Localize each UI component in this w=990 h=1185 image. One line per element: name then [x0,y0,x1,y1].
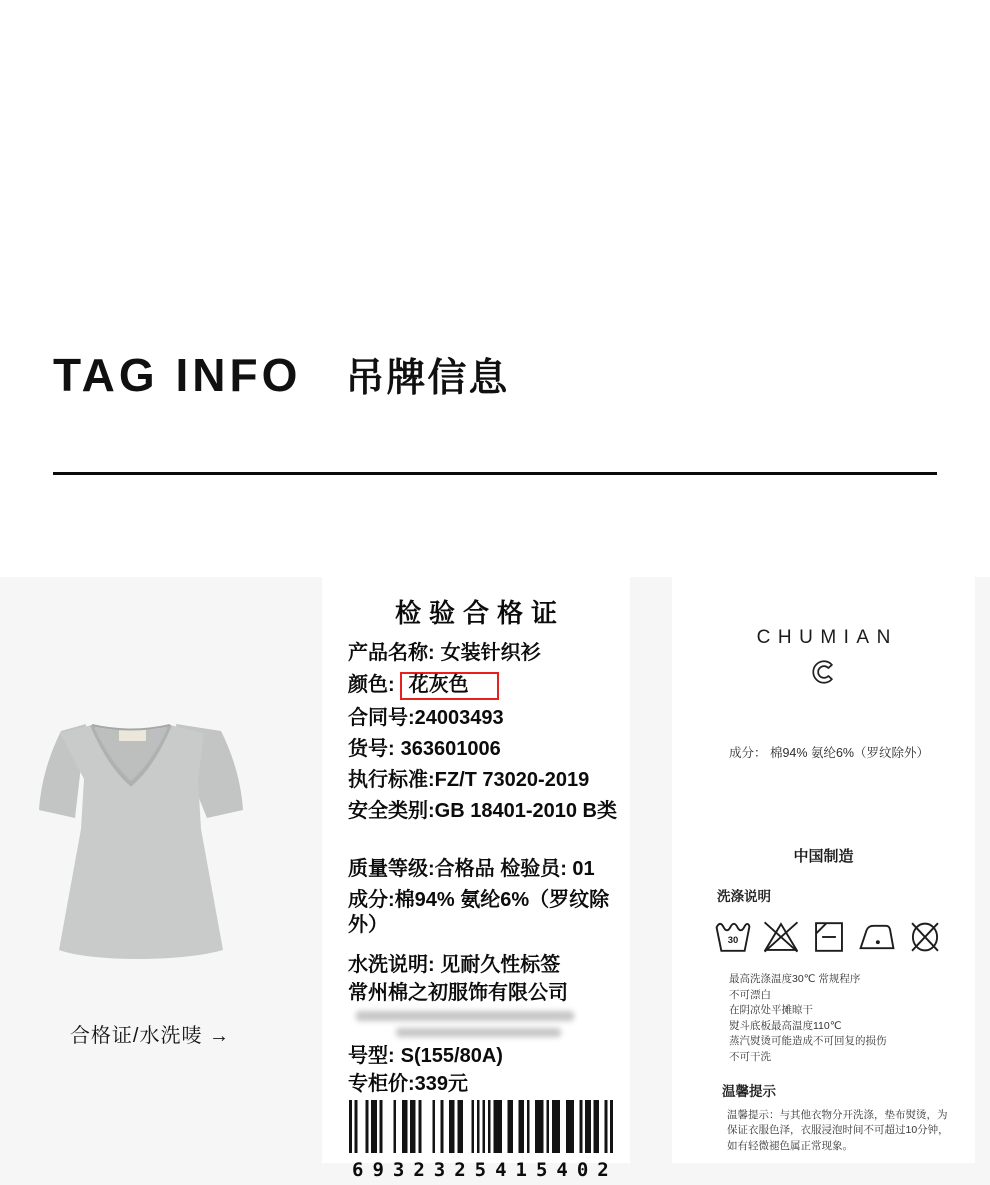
do-not-bleach-icon [762,917,800,957]
article-value: 363601006 [400,738,501,760]
section-title-en: TAG INFO [53,349,302,401]
shirt-caption: 合格证/水洗唛 → [69,1025,231,1047]
product-name-row [348,641,630,666]
wash-line: 蒸汽熨烫可能造成不可回复的损伤 [729,1035,887,1048]
contract-value: 24003493 [414,707,504,729]
tips-heading: 温馨提示 [722,1083,776,1099]
wash-line: 不可漂白 [729,988,771,1001]
redacted-address-line [356,1011,574,1021]
wash-30-icon [714,917,752,957]
svg-text:30: 30 [727,935,739,947]
grade-row: 质量等级:合格品 检验员: 01 [348,858,595,880]
price-row [348,1072,630,1097]
color-label: 颜色: [348,674,395,696]
dry-flat-in-shade-icon [810,917,848,957]
wash-instruction-row: 水洗说明: 见耐久性标签 [348,954,561,976]
brand-c-logo-icon [809,657,839,687]
care-symbols-row [714,917,975,957]
brand-name: CHUMIAN [756,627,898,648]
product-name-label: 产品名称: [348,642,435,664]
section-title-zh: 吊牌信息 [345,357,510,400]
barcode-digits: 6932325415402 [352,1159,618,1181]
wash-line: 不可干洗 [729,1050,771,1063]
tag-info-section [0,577,990,1185]
barcode [349,1100,613,1153]
composition-row: 成分:棉94% 氨纶6%（罗纹除外） [348,889,610,936]
contract-row [348,706,630,731]
color-row [348,672,630,700]
do-not-dryclean-icon [906,917,944,957]
color-value-highlight: 花灰色 [400,672,499,700]
wash-instruction-list [729,972,975,1066]
section-header [53,347,509,403]
article-row [348,737,630,762]
size-row [348,1044,630,1069]
safety-value: GB 18401-2010 B类 [434,800,617,822]
safety-label: 安全类别: [348,800,435,822]
header-divider [53,472,937,475]
company-row: 常州棉之初服饰有限公司 [348,982,568,1004]
article-label: 货号: [348,738,395,760]
wash-line: 熨斗底板最高温度110℃ [729,1019,842,1032]
tips-paragraph: 温馨提示：与其他衣物分开洗涤，垫布熨烫，为保证衣服色泽，衣服浸泡时间不可超过10分钟，如有轻微褪色属正常现象。 [727,1108,949,1152]
wash-line: 最高洗涤温度30℃ 常规程序 [729,973,861,985]
certificate-title: 检验合格证 [394,598,565,628]
care-label-card [672,577,975,1163]
certificate-card [322,577,630,1181]
size-label: 号型: [348,1045,395,1067]
price-value: 339元 [414,1073,469,1095]
safety-row [348,799,630,824]
tshirt-image [30,717,252,969]
redacted-phone-line [396,1028,561,1037]
standard-value: FZ/T 73020-2019 [434,769,590,791]
iron-low-icon [858,917,896,957]
contract-label: 合同号: [348,707,415,729]
wash-line: 在阴凉处平摊晾干 [729,1004,813,1017]
price-label: 专柜价: [348,1073,415,1095]
size-value: S(155/80A) [400,1045,503,1067]
standard-row [348,768,630,793]
made-in-line: 中国制造 [793,848,854,865]
product-name-value: 女装针织衫 [440,642,541,664]
wash-instructions-heading: 洗涤说明 [717,889,771,904]
standard-label: 执行标准: [348,769,435,791]
redacted-address-block [356,1011,630,1041]
composition-line: 成分： 棉94% 氨纶6%（罗纹除外） [729,746,930,760]
